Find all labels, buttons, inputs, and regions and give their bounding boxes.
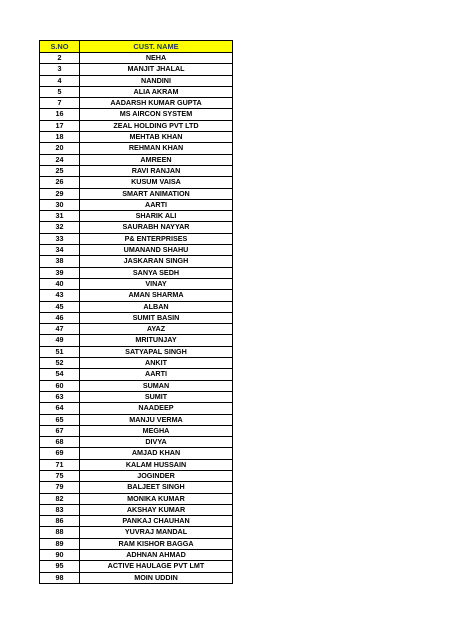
cell-cust-name[interactable]: RAM KISHOR BAGGA	[80, 538, 233, 549]
cell-cust-name[interactable]: AARTI	[80, 199, 233, 210]
table-row	[40, 470, 233, 481]
table-row	[40, 132, 233, 143]
cell-sno[interactable]: 17	[40, 120, 80, 131]
table-row	[40, 120, 233, 131]
table-row	[40, 245, 233, 256]
cell-sno[interactable]: 38	[40, 256, 80, 267]
cell-sno[interactable]: 20	[40, 143, 80, 154]
cell-cust-name[interactable]: KALAM HUSSAIN	[80, 459, 233, 470]
table-row	[40, 165, 233, 176]
cell-sno[interactable]: 5	[40, 86, 80, 97]
table-row	[40, 538, 233, 549]
table-body	[40, 53, 233, 584]
cell-sno[interactable]: 43	[40, 290, 80, 301]
table-row	[40, 86, 233, 97]
cell-sno[interactable]: 67	[40, 425, 80, 436]
header-cust-name[interactable]: CUST. NAME	[80, 41, 233, 53]
cell-sno[interactable]: 16	[40, 109, 80, 120]
cell-cust-name[interactable]: BALJEET SINGH	[80, 482, 233, 493]
table-row	[40, 256, 233, 267]
cell-cust-name[interactable]: AADARSH KUMAR GUPTA	[80, 98, 233, 109]
cell-sno[interactable]: 25	[40, 165, 80, 176]
cell-sno[interactable]: 64	[40, 403, 80, 414]
cell-sno[interactable]: 68	[40, 437, 80, 448]
cell-cust-name[interactable]: AARTI	[80, 369, 233, 380]
cell-sno[interactable]: 79	[40, 482, 80, 493]
cell-sno[interactable]: 63	[40, 391, 80, 402]
table-row	[40, 177, 233, 188]
cell-sno[interactable]: 40	[40, 278, 80, 289]
cell-cust-name[interactable]: AMREEN	[80, 154, 233, 165]
cell-sno[interactable]: 60	[40, 380, 80, 391]
table-row	[40, 211, 233, 222]
cell-cust-name[interactable]: SUMAN	[80, 380, 233, 391]
table-row	[40, 335, 233, 346]
cell-cust-name[interactable]: ZEAL HOLDING PVT LTD	[80, 120, 233, 131]
cell-cust-name[interactable]: NEHA	[80, 53, 233, 64]
cell-cust-name[interactable]: JOGINDER	[80, 470, 233, 481]
cell-sno[interactable]: 32	[40, 222, 80, 233]
table-row	[40, 143, 233, 154]
cell-sno[interactable]: 4	[40, 75, 80, 86]
header-sno[interactable]: S.NO	[40, 41, 80, 53]
cell-sno[interactable]: 18	[40, 132, 80, 143]
table-row	[40, 75, 233, 86]
cell-cust-name[interactable]: SMART ANIMATION	[80, 188, 233, 199]
table-row	[40, 358, 233, 369]
table-row	[40, 64, 233, 75]
cell-sno[interactable]: 54	[40, 369, 80, 380]
table-row	[40, 324, 233, 335]
table-row	[40, 482, 233, 493]
cell-sno[interactable]: 45	[40, 301, 80, 312]
cell-cust-name[interactable]: ALIA AKRAM	[80, 86, 233, 97]
table-row	[40, 278, 233, 289]
cell-sno[interactable]: 95	[40, 561, 80, 572]
cell-cust-name[interactable]: SUMIT	[80, 391, 233, 402]
cell-sno[interactable]: 7	[40, 98, 80, 109]
cell-sno[interactable]: 39	[40, 267, 80, 278]
table-row	[40, 301, 233, 312]
table-row	[40, 369, 233, 380]
cell-cust-name[interactable]: UMANAND SHAHU	[80, 245, 233, 256]
table-row	[40, 391, 233, 402]
table-row	[40, 53, 233, 64]
table-row	[40, 403, 233, 414]
cell-cust-name[interactable]: ANKIT	[80, 358, 233, 369]
table-row	[40, 188, 233, 199]
cell-sno[interactable]: 83	[40, 504, 80, 515]
cell-cust-name[interactable]: ALBAN	[80, 301, 233, 312]
table-row	[40, 109, 233, 120]
table-row	[40, 346, 233, 357]
table-row	[40, 459, 233, 470]
cell-cust-name[interactable]: SUMIT BASIN	[80, 312, 233, 323]
cell-cust-name[interactable]: P& ENTERPRISES	[80, 233, 233, 244]
cell-sno[interactable]: 69	[40, 448, 80, 459]
table-row	[40, 448, 233, 459]
table-row	[40, 154, 233, 165]
cell-sno[interactable]: 49	[40, 335, 80, 346]
cell-sno[interactable]: 82	[40, 493, 80, 504]
cell-sno[interactable]: 90	[40, 550, 80, 561]
cell-cust-name[interactable]: NANDINI	[80, 75, 233, 86]
cell-sno[interactable]: 52	[40, 358, 80, 369]
cell-cust-name[interactable]: SATYAPAL SINGH	[80, 346, 233, 357]
cell-sno[interactable]: 33	[40, 233, 80, 244]
cell-cust-name[interactable]: AKSHAY KUMAR	[80, 504, 233, 515]
table-row	[40, 222, 233, 233]
table-row	[40, 437, 233, 448]
cell-cust-name[interactable]: MEGHA	[80, 425, 233, 436]
table-row	[40, 233, 233, 244]
cell-sno[interactable]: 2	[40, 53, 80, 64]
cell-cust-name[interactable]: YUVRAJ MANDAL	[80, 527, 233, 538]
cell-sno[interactable]: 75	[40, 470, 80, 481]
cell-cust-name[interactable]: ACTIVE HAULAGE PVT LMT	[80, 561, 233, 572]
cell-cust-name[interactable]: SHARIK ALI	[80, 211, 233, 222]
cell-cust-name[interactable]: MEHTAB KHAN	[80, 132, 233, 143]
table-row	[40, 267, 233, 278]
cell-cust-name[interactable]: KUSUM VAISA	[80, 177, 233, 188]
cell-sno[interactable]: 65	[40, 414, 80, 425]
cell-sno[interactable]: 98	[40, 572, 80, 583]
cell-cust-name[interactable]: MONIKA KUMAR	[80, 493, 233, 504]
cell-cust-name[interactable]: MS AIRCON SYSTEM	[80, 109, 233, 120]
cell-sno[interactable]: 34	[40, 245, 80, 256]
cell-cust-name[interactable]: MANJU VERMA	[80, 414, 233, 425]
customer-sheet	[39, 40, 232, 584]
cell-cust-name[interactable]: MOIN UDDIN	[80, 572, 233, 583]
cell-sno[interactable]: 88	[40, 527, 80, 538]
table-row	[40, 550, 233, 561]
cell-sno[interactable]: 89	[40, 538, 80, 549]
cell-sno[interactable]: 46	[40, 312, 80, 323]
cell-cust-name[interactable]: MANJIT JHALAL	[80, 64, 233, 75]
table-row	[40, 290, 233, 301]
cell-cust-name[interactable]: DIVYA	[80, 437, 233, 448]
table-row	[40, 380, 233, 391]
cell-cust-name[interactable]: PANKAJ CHAUHAN	[80, 516, 233, 527]
cell-cust-name[interactable]: SAURABH NAYYAR	[80, 222, 233, 233]
cell-cust-name[interactable]: ADHNAN AHMAD	[80, 550, 233, 561]
table-row	[40, 493, 233, 504]
cell-cust-name[interactable]: AMAN SHARMA	[80, 290, 233, 301]
table-row	[40, 312, 233, 323]
cell-sno[interactable]: 29	[40, 188, 80, 199]
table-row	[40, 425, 233, 436]
cell-sno[interactable]: 71	[40, 459, 80, 470]
cell-sno[interactable]: 31	[40, 211, 80, 222]
cell-sno[interactable]: 47	[40, 324, 80, 335]
table-row	[40, 414, 233, 425]
cell-sno[interactable]: 26	[40, 177, 80, 188]
cell-cust-name[interactable]: NAADEEP	[80, 403, 233, 414]
header-row	[40, 41, 233, 53]
cell-sno[interactable]: 51	[40, 346, 80, 357]
cell-cust-name[interactable]: REHMAN KHAN	[80, 143, 233, 154]
table-row	[40, 516, 233, 527]
cell-cust-name[interactable]: VINAY	[80, 278, 233, 289]
table-row	[40, 561, 233, 572]
table-row	[40, 199, 233, 210]
cell-cust-name[interactable]: RAVI RANJAN	[80, 165, 233, 176]
cell-cust-name[interactable]: MRITUNJAY	[80, 335, 233, 346]
cell-cust-name[interactable]: AMJAD KHAN	[80, 448, 233, 459]
table-row	[40, 504, 233, 515]
cell-cust-name[interactable]: AYAZ	[80, 324, 233, 335]
table-row	[40, 98, 233, 109]
table-row	[40, 527, 233, 538]
customer-table	[39, 40, 233, 584]
table-row	[40, 572, 233, 583]
cell-sno[interactable]: 30	[40, 199, 80, 210]
cell-sno[interactable]: 3	[40, 64, 80, 75]
cell-sno[interactable]: 24	[40, 154, 80, 165]
cell-cust-name[interactable]: SANYA SEDH	[80, 267, 233, 278]
cell-cust-name[interactable]: JASKARAN SINGH	[80, 256, 233, 267]
cell-sno[interactable]: 86	[40, 516, 80, 527]
